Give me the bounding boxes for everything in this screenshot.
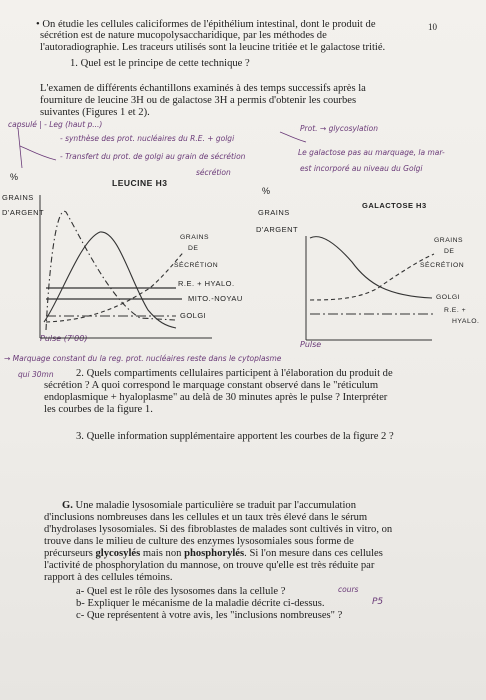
handwritten-note-5: Prot. → glycosylation [300, 124, 378, 133]
handwritten-note-9: → Marquage constant du la reg. prot. nucléaires reste dans le cytoplasme [4, 354, 282, 363]
section-g-line-1 [62, 500, 356, 512]
section-g-line-7: rapport à des cellules témoins. [44, 572, 173, 583]
question-2-line-3: endoplasmique + hyaloplasme" au delà de 30 minutes après le pulse ? Interpréter [44, 392, 388, 403]
fig2-graph [306, 236, 434, 340]
handwritten-note-6: Le galactose pas au marquage, la mar- [298, 148, 445, 157]
fig2-curve-label-secretion-2: DE [444, 248, 455, 255]
fig1-curve-label-secretion-1: GRAINS [180, 234, 210, 241]
fig2-curve-label-golgi: GOLGI [436, 294, 461, 301]
fig2-curve-secretion [310, 254, 434, 300]
fig1-curve-label-golgi: GOLGI [180, 311, 207, 320]
question-2-line-4: les courbes de la figure 1. [44, 404, 153, 415]
fig2-curve-label-secretion-3: SÉCRÉTION [420, 262, 465, 269]
intro-line-3: l'autoradiographie. Les traceurs utilisés sont la leucine tritiée et le galactose tritié. [40, 42, 386, 53]
fig2-title: GALACTOSE H3 [362, 201, 427, 210]
handwritten-note-7: est incorporé au niveau du Golgi [300, 164, 423, 173]
fig1-curve-re-hyalo [46, 211, 175, 330]
fig1-y-unit: % [10, 172, 19, 182]
fig1-y-label-1: GRAINS [2, 193, 34, 202]
section-g-line-3: d'hydrolases lysosomiales. Si des fibroblastes de malades sont cultivés in vitro, on [44, 524, 393, 535]
intro-line-1: • On étudie les cellules caliciformes de l'épithélium intestinal, dont le produit de [36, 19, 376, 30]
section-g-line-5 [44, 548, 383, 560]
section-g-letter: G. [62, 500, 76, 511]
section-g-line-5b: glycosylés [95, 548, 141, 559]
fig2-y-unit: % [262, 186, 271, 196]
fig2-curve-label-secretion-1: GRAINS [434, 237, 464, 244]
sub-question-c: c- Que représentent à votre avis, les "inclusions nombreuses" ? [76, 610, 343, 621]
sub-question-b: b- Expliquer le mécanisme de la maladie décrite ci-dessus. [76, 598, 325, 609]
fig1-curve-label-secretion-2: DE [188, 245, 199, 252]
fig2-curve-label-hyalo: HYALO. [452, 318, 480, 325]
section-g-line-5a: précurseurs [44, 548, 96, 559]
experiment-line-2: fourniture de leucine 3H ou de galactose 3H a permis d'obtenir les courbes [40, 95, 357, 106]
section-g-line-5e: . Si l'on mesure dans ces cellules [244, 548, 383, 559]
handwritten-note-2: - synthèse des prot. nucléaires du R.E. + golgi [60, 134, 235, 143]
section-g-line-5c: mais non [140, 548, 185, 559]
handwritten-note-12: cours [338, 585, 359, 594]
section-g-line-2: d'inclusions nombreuses dans les cellules et un taux très élevé dans le sérum [44, 512, 368, 523]
fig1-y-label-2: D'ARGENT [2, 208, 45, 217]
fig2-y-label-2: D'ARGENT [256, 225, 299, 234]
question-1: 1. Quel est le principe de cette technique ? [70, 58, 250, 69]
fig2-y-label-1: GRAINS [258, 208, 290, 217]
handwritten-note-3: - Transfert du prot. de golgi au grain de sécrétion [60, 152, 246, 161]
experiment-line-3: suivantes (Figures 1 et 2). [40, 107, 150, 118]
fig1-curve-secretion [46, 252, 184, 322]
handwritten-note-1: capsulé | - Leg (haut p...) [8, 120, 103, 129]
handwritten-note-10: qui 30mn [18, 370, 54, 379]
fig2-x-note: Pulse [300, 340, 322, 349]
fig1-x-note: Pulse (7'00) [40, 334, 88, 343]
fig1-curve-label-mito: MITO.-NOYAU [188, 294, 243, 303]
section-g-line-5d: phosphorylés [184, 548, 245, 559]
fig1-curve-label-re-hyalo: R.E. + HYALO. [178, 279, 235, 288]
handwritten-note-13: P5 [372, 597, 384, 607]
handwriting-strokes [18, 128, 306, 168]
question-2-line-2: sécrétion ? A quoi correspond le marquage constant observé dans le "réticulum [44, 380, 379, 391]
fig1-curve-label-secretion-3: SÉCRÉTION [174, 262, 219, 269]
experiment-line-1: L'examen de différents échantillons examinés à des temps successifs après la [40, 83, 366, 94]
handwritten-note-4: sécrétion [196, 168, 231, 177]
section-g-line-6: l'activité de phosphorylation du mannose, on trouve qu'elle est très réduite par [44, 560, 375, 571]
fig2-curve-golgi [310, 237, 432, 298]
fig1-graph [40, 195, 212, 338]
section-g-line-1-text: Une maladie lysosomiale particulière se traduit par l'accumulation [75, 500, 357, 511]
question-3: 3. Quelle information supplémentaire apportent les courbes de la figure 2 ? [76, 431, 394, 442]
section-g-line-4: trouve dans le milieu de culture des enzymes lysosomiales sous forme de [44, 536, 354, 547]
fig2-curve-label-re: R.E. + [444, 307, 467, 314]
question-2-line-1: 2. Quels compartiments cellulaires participent à l'élaboration du produit de [76, 368, 393, 379]
page-number: 10 [428, 22, 437, 32]
fig1-curve-golgi [44, 232, 176, 328]
sub-question-a: a- Quel est le rôle des lysosomes dans la cellule ? [76, 586, 286, 597]
intro-line-2: sécrétion est de nature mucopolysaccharidique, par les méthodes de [40, 30, 327, 41]
fig1-title: LEUCINE H3 [112, 178, 168, 188]
